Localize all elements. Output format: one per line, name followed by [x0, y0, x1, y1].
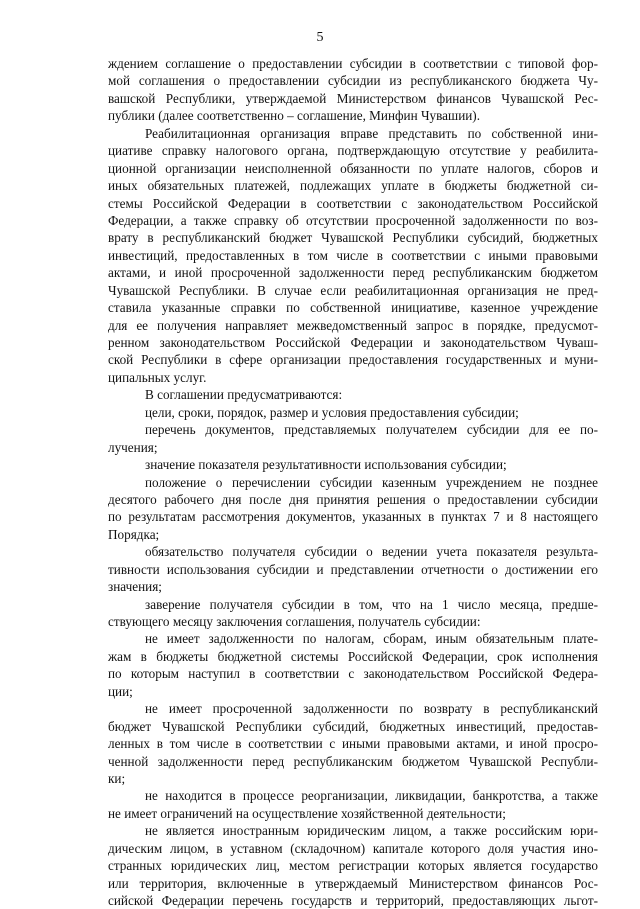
text-line: Реабилитационная организация вправе представить по собственной ини- [145, 125, 598, 141]
text-line: или территория, включенные в утверждаемый Министерством финансов Рос- [108, 875, 598, 891]
text-line: ренном законодательством Российской Федерации и законодательством Чуваш- [108, 335, 598, 350]
text-line: Чувашской Республики. В случае если реабилитационная организация не пред- [108, 282, 598, 298]
text-line: ченной задолженности перед республиканским бюджетом Чувашской Республи- [108, 753, 598, 769]
text-line: врату в республиканский бюджет Чувашской Республики субсидий, бюджетных [108, 230, 598, 246]
text-line: Порядка; [108, 526, 160, 542]
text-line: Федерации, а также справку об отсутствии просроченной задолженности по воз- [108, 212, 598, 228]
text-line: цели, сроки, порядок, размер и условия предоставления субсидии; [145, 404, 519, 420]
text-line: бюджет Чувашской Республики субсидий, бюджетных инвестиций, предостав- [108, 718, 598, 734]
text-line: иных обязательных платежей, подлежащих уплате в бюджеты бюджетной си- [108, 178, 598, 194]
text-line: мой соглашения о предоставлении субсидии из республиканского бюджета Чу- [108, 73, 598, 89]
text-line: положение о перечислении субсидии казенным учреждением не позднее [145, 474, 598, 490]
text-line: значения; [108, 579, 162, 595]
text-line: публики (далее соответственно – соглашение, Минфин Чувашии). [108, 108, 480, 124]
text-line: для ее получения направляет межведомственный запрос в порядке, предусмот- [108, 317, 598, 333]
text-line: актами, и иной просроченной задолженности перед республиканским бюджетом [108, 265, 598, 281]
text-line: по которым наступил в соответствии с законодательством Российской Федера- [108, 666, 598, 682]
text-line: ской Республики в сфере организации предоставления государственных и муни- [108, 352, 598, 368]
text-line: не находится в процессе реорганизации, ликвидации, банкротства, а также [145, 788, 598, 804]
text-line: стемы Российской Федерации в соответствии с законодательством Российской [108, 195, 598, 211]
text-line: странных юридических лиц, местом регистрации которых является государство [108, 858, 598, 874]
text-line: ленных в том числе в соответствии с иными правовыми актами, и иной просро- [108, 736, 598, 752]
document-body [108, 55, 598, 909]
text-line: В соглашении предусматриваются: [145, 387, 343, 403]
text-line: лучения; [108, 439, 158, 455]
text-line: сийской Федерации перечень государств и территорий, предоставляющих льгот- [108, 893, 598, 908]
text-line: вашской Республики, утверждаемой Министерством финансов Чувашской Рес- [108, 90, 598, 106]
text-line: дическим лицом, в уставном (складочном) капитале которого доля участия ино- [108, 840, 598, 856]
text-line: заверение получателя субсидии в том, что на 1 число месяца, предше- [145, 596, 598, 612]
text-line: циативе справку налогового органа, подтверждающую отсутствие у реабилита- [108, 143, 598, 159]
text-line: обязательство получателя субсидии о ведении учета показателя результа- [145, 544, 598, 560]
text-line: по результатам рассмотрения документов, указанных в пунктах 7 и 8 настоящего [108, 509, 598, 525]
text-line: инвестиций, предоставленных в том числе в соответствии с иными правовыми [108, 247, 598, 263]
text-line: ждением соглашение о предоставлении субсидии в соответствии с типовой фор- [108, 56, 598, 71]
text-line: ции; [108, 683, 133, 699]
text-line: десятого рабочего дня после дня принятия решения о предоставлении субсидии [108, 491, 598, 507]
text-line: значение показателя результативности использования субсидии; [145, 457, 507, 473]
text-line: ционной организации неисполненной обязанности по уплате налогов, сборов и [108, 160, 598, 176]
text-line: не является иностранным юридическим лицом, а также российским юри- [145, 823, 598, 839]
page-number: 5 [316, 30, 324, 45]
text-line: ставила указанные справки по собственной инициативе, казенное учреждение [108, 300, 598, 316]
text-line: ципальных услуг. [108, 369, 207, 385]
text-line: не имеет просроченной задолженности по возврату в республиканский [145, 701, 598, 717]
text-line: ки; [108, 770, 126, 786]
text-line: не имеет задолженности по налогам, сборам, иным обязательным плате- [145, 631, 598, 647]
text-line: не имеет ограничений на осуществление хозяйственной деятельности; [108, 805, 506, 821]
text-line: жам в бюджеты бюджетной системы Российской Федерации, срок исполнения [108, 648, 598, 664]
text-line: тивности использования субсидии и представлении отчетности о достижении его [108, 561, 598, 577]
text-line: перечень документов, представляемых получателем субсидии для ее по- [145, 422, 598, 438]
text-line: ствующего месяцу заключения соглашения, получатель субсидии: [108, 614, 481, 629]
